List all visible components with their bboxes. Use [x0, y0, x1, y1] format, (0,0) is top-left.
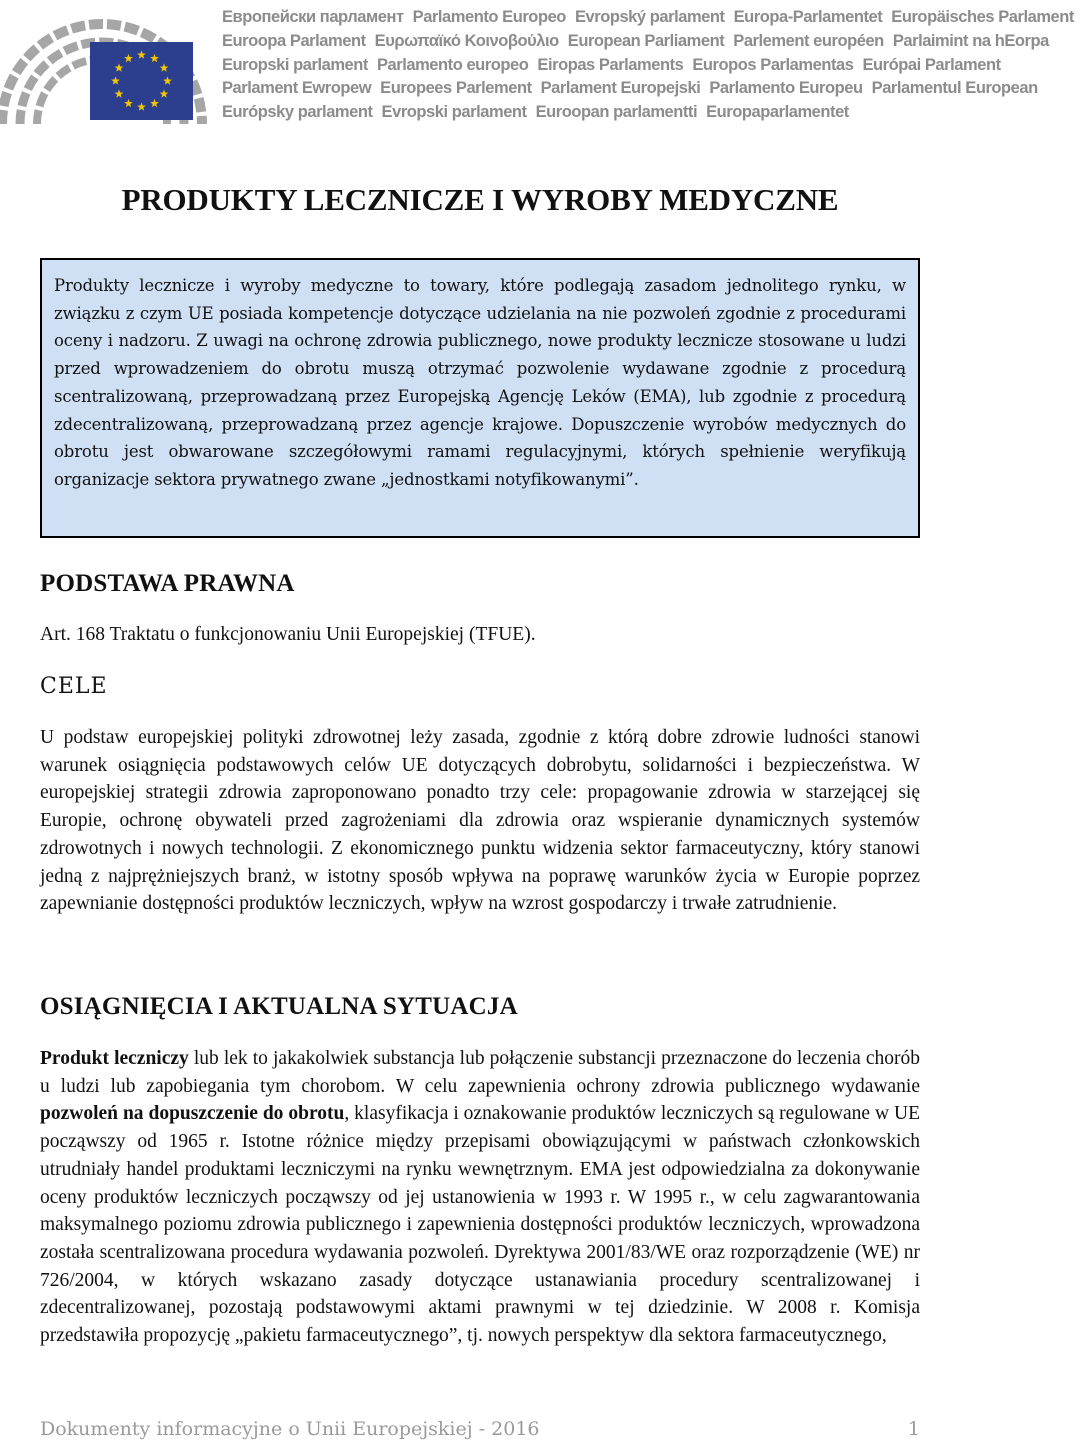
- achievements-text-part-2: , klasyfikacja i oznakowanie produktów leczniczych są regulowane w UE począwszy od 1965 r. Istotne różnice między przepisami obowiązującymi w państwach członkowskich utrudniały handel produktami leczniczymi na rynku wewnętrznym. EMA jest odpowiedzialna za dokonywanie oceny produktów leczniczych począwszy od jej ustanowienia w 1993 r. W 1995 r., w celu zagwarantowania maksymalnego poziomu zdrowia publicznego i zapewnienia dostępności produktów leczniczych, wprowadzona została scentralizowana procedura wydawania pozwoleń. Dyrektywa 2001/83/WE oraz rozporządzenie (WE) nr 726/2004, w których wskazano zasady dotyczące ustanawiania procedury scentralizowanej i zdecentralizowanej, pozostają podstawowymi aktami prawnymi w tej dziedzinie. W 2008 r. Komisja przedstawiła propozycję „pakietu farmaceutycznego”, tj. nowych perspektyw dla sektora farmaceutycznego,: [40, 1103, 920, 1347]
- summary-box: [40, 258, 920, 538]
- parliament-name: Европейски парламент: [222, 8, 404, 26]
- summary-text: Produkty lecznicze i wyroby medyczne to towary, które podlegają zasadom jednolitego rynku, w związku z czym UE posiada kompetencje dotyczące udzielania na nie pozwoleń zgodnie z procedurami oceny i nadzoru. Z uwagi na ochronę zdrowia publicznego, nowe produkty lecznicze stosowane u ludzi przed wprowadzeniem do obrotu muszą otrzymać pozwolenie wydawane zgodnie z procedurą scentralizowaną, przeprowadzaną przez Europejską Agencję Leków (EMA), lub zgodnie z procedurą zdecentralizowaną, przeprowadzaną przez agencje krajowe. Dopuszczenie wyrobów medycznych do obrotu jest obwarowane szczegółowymi ramami regulacyjnymi, których spełnienie weryfikują organizacje sektora prywatnego zwane „jednostkami notyfikowanymi”.: [54, 276, 906, 489]
- parliament-name: Ευρωπαϊκό Κοινοβούλιο: [374, 31, 559, 50]
- heading-legal-basis: PODSTAWA PRAWNA: [40, 570, 295, 597]
- page-footer: [40, 1418, 920, 1448]
- parliament-name: Parlamentul European: [871, 79, 1038, 98]
- page-title: PRODUKTY LECZNICZE I WYROBY MEDYCZNE: [121, 182, 839, 217]
- parliament-name: Euroopa Parlament: [222, 31, 366, 50]
- parliament-names-row: [222, 30, 1049, 54]
- heading-achievements: OSIĄGNIĘCIA I AKTUALNA SYTUACJA: [40, 993, 518, 1020]
- heading-objectives: CELE: [40, 674, 108, 699]
- parliament-name: Parlamento Europeo: [412, 8, 566, 26]
- legal-basis-text: Art. 168 Traktatu o funkcjonowaniu Unii Europejskiej (TFUE).: [40, 624, 536, 645]
- parliament-name: Eiropas Parlaments: [537, 55, 684, 74]
- parliament-names: [222, 6, 1074, 125]
- page-header: [0, 0, 1074, 130]
- parliament-name: Parlament Europejski: [540, 79, 701, 98]
- parliament-name: Európai Parlament: [862, 55, 1001, 74]
- parliament-name: Parlaimint na hEorpa: [892, 31, 1049, 50]
- objectives-text: U podstaw europejskiej polityki zdrowotnej leży zasada, zgodnie z którą dobre zdrowie ludności stanowi warunek osiągnięcia podstawowych celów UE dotyczących dobrobytu, solidarności i bezpieczeństwa. W europejskiej strategii zdrowia zaproponowano ponadto trzy cele: propagowanie zdrowia w starzejącej się Europie, ochronę obywateli przed zagrożeniami dla zdrowia oraz wspieranie dynamicznych systemów zdrowotnych i nowych technologii. Z ekonomicznego punktu widzenia sektor farmaceutyczny, który stanowi jedną z najprężniejszych branż, w istotny sposób wpływa na poprawę warunków życia w Europie poprzez zapewnianie dostępności produktów leczniczych, wpływ na wzrost gospodarczy i trwałe zatrudnienie.: [40, 727, 920, 915]
- parliament-name: Evropski parlament: [381, 103, 527, 122]
- footer-text: Dokumenty informacyjne o Unii Europejskiej - 2016: [40, 1418, 540, 1440]
- parliament-name: Europaparlamentet: [706, 103, 849, 122]
- parliament-name: Europa-Parlamentet: [733, 8, 883, 26]
- parliament-name: Parlement européen: [733, 31, 884, 50]
- parliament-name: Evropský parlament: [574, 8, 725, 26]
- parliament-name: Parlamento europeo: [376, 55, 529, 74]
- parliament-name: Euroopan parlamentti: [535, 103, 698, 122]
- parliament-name: European Parliament: [567, 31, 725, 50]
- parliament-name: Európsky parlament: [222, 103, 373, 122]
- bold-term-medicinal-product: Produkt leczniczy: [40, 1048, 189, 1069]
- parliament-name: Europski parlament: [222, 55, 368, 74]
- parliament-names-row: [222, 54, 1001, 78]
- parliament-names-row: [222, 77, 1038, 101]
- parliament-name: Europos Parlamentas: [692, 55, 854, 74]
- parliament-name: Parlament Ewropew: [222, 79, 372, 98]
- parliament-names-row: [222, 6, 1074, 30]
- bold-term-marketing-authorisation: pozwoleń na dopuszczenie do obrotu: [40, 1103, 345, 1125]
- page-number: 1: [907, 1418, 920, 1440]
- achievements-text-part-1: lub lek to jakakolwiek substancja lub połączenie substancji przeznaczone do leczenia chorób u ludzi lub zapobiegania tym chorobom. W celu zapewnienia ochrony zdrowia publicznego wydawanie: [40, 1048, 920, 1097]
- parliament-name: Parlamento Europeu: [709, 79, 863, 98]
- parliament-names-row: [222, 101, 952, 125]
- parliament-name: Europees Parlement: [380, 79, 532, 98]
- parliament-name: Europäisches Parlament: [891, 8, 1074, 26]
- achievements-text: [40, 1045, 920, 1350]
- european-parliament-logo: [2, 2, 207, 127]
